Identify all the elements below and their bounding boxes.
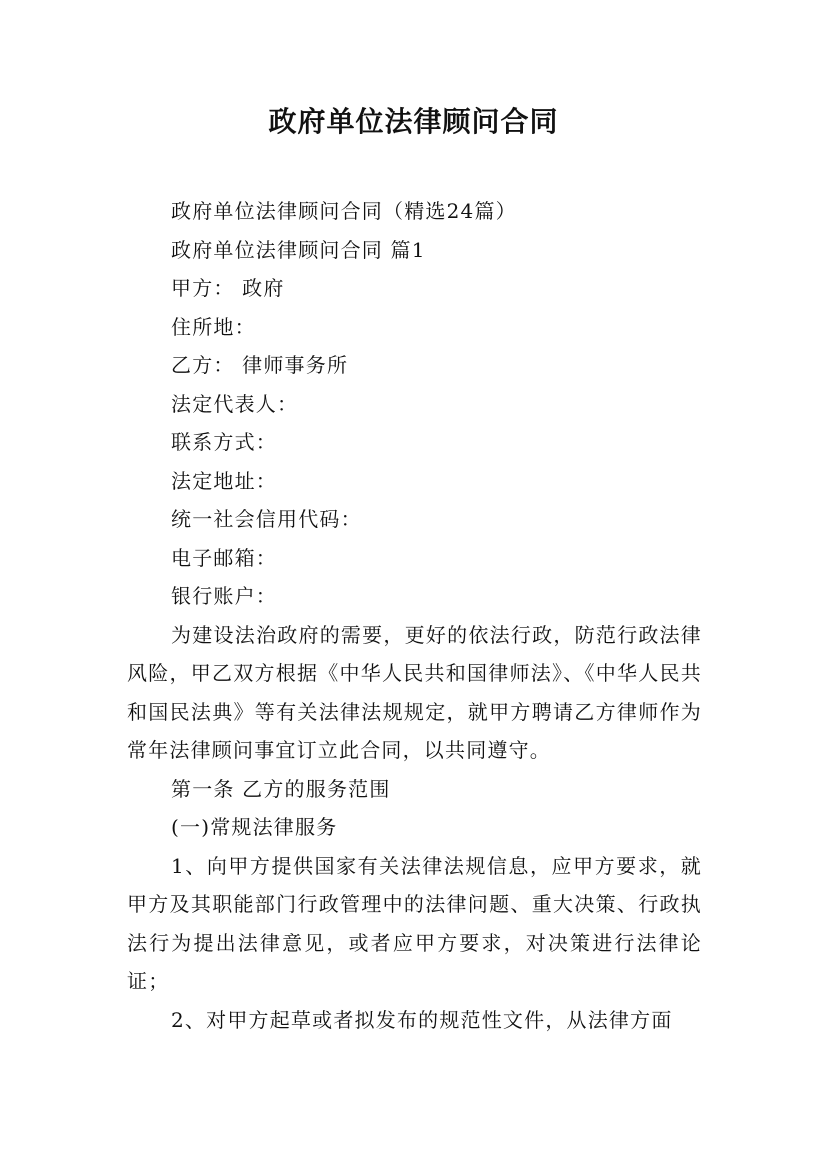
paragraph-subtitle: 政府单位法律顾问合同（精选24篇） xyxy=(171,199,517,223)
paragraph-item-one: 1、向甲方提供国家有关法律法规信息，应甲方要求，就甲方及其职能部门行政管理中的法律问题、重大决策、行政执法行为提出法律意见，或者应甲方要求，对决策进行法律论证； xyxy=(127,853,702,993)
paragraph-legal-address: 法定地址： xyxy=(171,468,277,493)
paragraph-credit-code: 统一社会信用代码： xyxy=(171,507,362,531)
paragraph-legal-representative: 法定代表人： xyxy=(171,391,299,416)
paragraph-address: 住所地： xyxy=(171,314,256,339)
paragraph-bank-account: 银行账户： xyxy=(171,584,277,608)
document-title: 政府单位法律顾问合同 xyxy=(268,105,559,138)
paragraph-article-one: 第一条 乙方的服务范围 xyxy=(171,776,391,801)
paragraph-party-a: 甲方： 政府 xyxy=(171,276,285,300)
paragraph-contact: 联系方式： xyxy=(171,430,277,454)
paragraph-item-two: 2、对甲方起草或者拟发布的规范性文件，从法律方面 xyxy=(171,1007,673,1032)
paragraph-preamble: 为建设法治政府的需要，更好的依法行政，防范行政法律风险，甲乙双方根据《中华人民共和国律师法》、《中华人民共和国民法典》等有关法律法规规定，就甲方聘请乙方律师作为常年法律顾问事宜订立此合同，以共同遵守。 xyxy=(127,622,702,762)
paragraph-routine-services: (一)常规法律服务 xyxy=(171,815,338,839)
paragraph-section-heading: 政府单位法律顾问合同 篇1 xyxy=(171,237,426,262)
paragraph-party-b: 乙方： 律师事务所 xyxy=(171,353,349,377)
paragraph-email: 电子邮箱： xyxy=(171,545,277,570)
document-body xyxy=(127,192,702,1039)
